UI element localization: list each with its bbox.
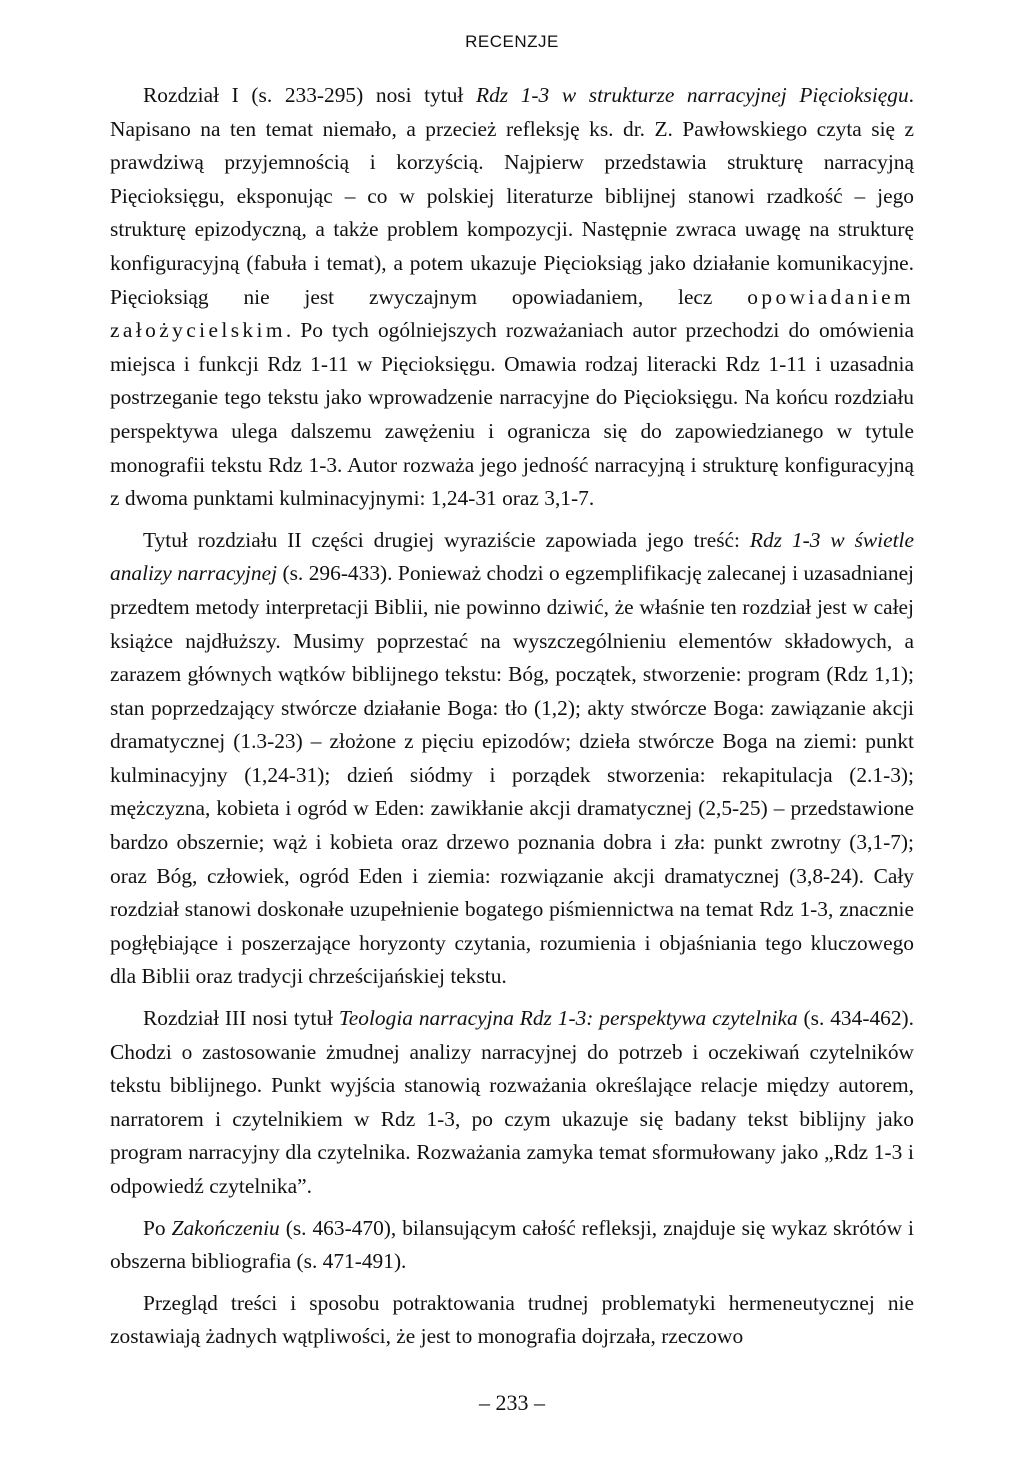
running-head: RECENZJE xyxy=(465,32,559,51)
text-run: . Napisano na ten temat niemało, a przecież refleksję ks. dr. Z. Pawłowskiego czyta się z prawdziwą przyjemnością i korzyścią. Najpierw przedstawia strukturę narracyjną Pięcioksięgu, eksponując – co w polskiej literaturze biblijnej stanowi rzadkość – jego strukturę epizodyczną, a także problem kompozycji. Następnie zwraca uwagę na strukturę konfiguracyjną (fabuła i temat), a potem ukazuje Pięcioksiąg jako działanie komunikacyjne. Pięcioksiąg nie jest zwyczajnym opowiadaniem, lecz xyxy=(110,83,915,309)
text-run: (s. 463-470), bilansującym całość refleksji, znajduje się wykaz skrótów i obszerna bibliografia (s. 471-491). xyxy=(110,1215,914,1274)
paragraph-chapter-3 xyxy=(110,1002,914,1204)
text-run: (s. 434-462). Chodzi o zastosowanie żmudnej analizy narracyjnej do potrzeb i oczekiwań czytelników tekstu biblijnego. Punkt wyjścia stanowią rozważania określające relacje między autorem, narratorem i czytelnikiem w Rdz 1-3, po czym ukazuje się badany tekst biblijny jako program narracyjny dla czytelnika. Rozważania zamyka temat sformułowany jako „Rdz 1-3 i odpowiedź czytelnika”. xyxy=(110,1006,915,1198)
text-run: Rozdział III nosi tytuł xyxy=(143,1006,339,1031)
title-italic: Zakończeniu xyxy=(171,1215,280,1240)
page-number: – 233 – xyxy=(479,1390,545,1415)
title-italic: Teologia narracyjna Rdz 1-3: perspektywa czytelnika xyxy=(338,1006,798,1031)
spaced-emphasis: opowiadaniem założycielskim xyxy=(110,284,914,343)
article-body xyxy=(110,79,914,1354)
text-run: Przegląd treści i sposobu potraktowania trudnej problematyki hermeneutycznej nie zostawiają żadnych wątpliwości, że jest to monografia dojrzała, rzeczowo xyxy=(110,1290,914,1349)
paragraph-chapter-1 xyxy=(110,79,914,516)
title-italic: Rdz 1-3 w świetle analizy narracyjnej xyxy=(110,527,914,586)
title-italic: Rdz 1-3 w strukturze narracyjnej Pięcioksięgu xyxy=(476,83,909,107)
text-run: Tytuł rozdziału II części drugiej wyraziście zapowiada jego treść: xyxy=(143,527,750,552)
paragraph-conclusion xyxy=(110,1212,914,1279)
text-run: Po xyxy=(143,1215,172,1240)
paragraph-assessment xyxy=(110,1287,914,1354)
text-run: (s. 296-433). Ponieważ chodzi o egzemplifikację zalecanej i uzasadnianej przedtem metody interpretacji Biblii, nie powinno dziwić, że właśnie ten rozdział jest w całej książce najdłuższy. Musimy poprzestać na wyszczególnieniu elementów składowych, a zarazem głównych wątków biblijnego tekstu: Bóg, początek, stworzenie: program (Rdz 1,1); stan poprzedzający stwórcze działanie Boga: tło (1,2); akty stwórcze Boga: zawiązanie akcji dramatycznej (1.3-23) – złożone z pięciu epizodów; dzieła stwórcze Boga na ziemi: punkt kulminacyjny (1,24-31); dzień siódmy i porządek stworzenia: rekapitulacja (2.1-3); mężczyzna, kobieta i ogród w Eden: zawikłanie akcji dramatycznej (2,5-25) – przedstawione bardzo obszernie; wąż i kobieta oraz drzewo poznania dobra i zła: punkt zwrotny (3,1-7); oraz Bóg, człowiek, ogród Eden i ziemia: rozwiązanie akcji dramatycznej (3,8-24). Cały rozdział stanowi doskonałe uzupełnienie bogatego piśmiennictwa na temat Rdz 1-3, znacznie pogłębiające i poszerzające horyzonty czytania, rozumienia i objaśniania tego kluczowego dla Biblii oraz tradycji chrześcijańskiej tekstu. xyxy=(110,561,915,989)
paragraph-chapter-2 xyxy=(110,524,914,994)
text-run: Rozdział I (s. 233-295) nosi tytuł xyxy=(143,83,476,107)
text-run: . Po tych ogólniejszych rozważaniach autor przechodzi do omówienia miejsca i funkcji Rdz 1-11 w Pięcioksięgu. Omawia rodzaj literacki Rdz 1-11 i uzasadnia postrzeganie tego tekstu jako wprowadzenie narracyjne do Pięcioksięgu. Na końcu rozdziału perspektywa ulega dalszemu zawężeniu i ogranicza się do zapowiedzianego w tytule monografii tekstu Rdz 1-3. Autor rozważa jego jedność narracyjną i strukturę konfiguracyjną z dwoma punktami kulminacyjnymi: 1,24-31 oraz 3,1-7. xyxy=(110,318,914,511)
